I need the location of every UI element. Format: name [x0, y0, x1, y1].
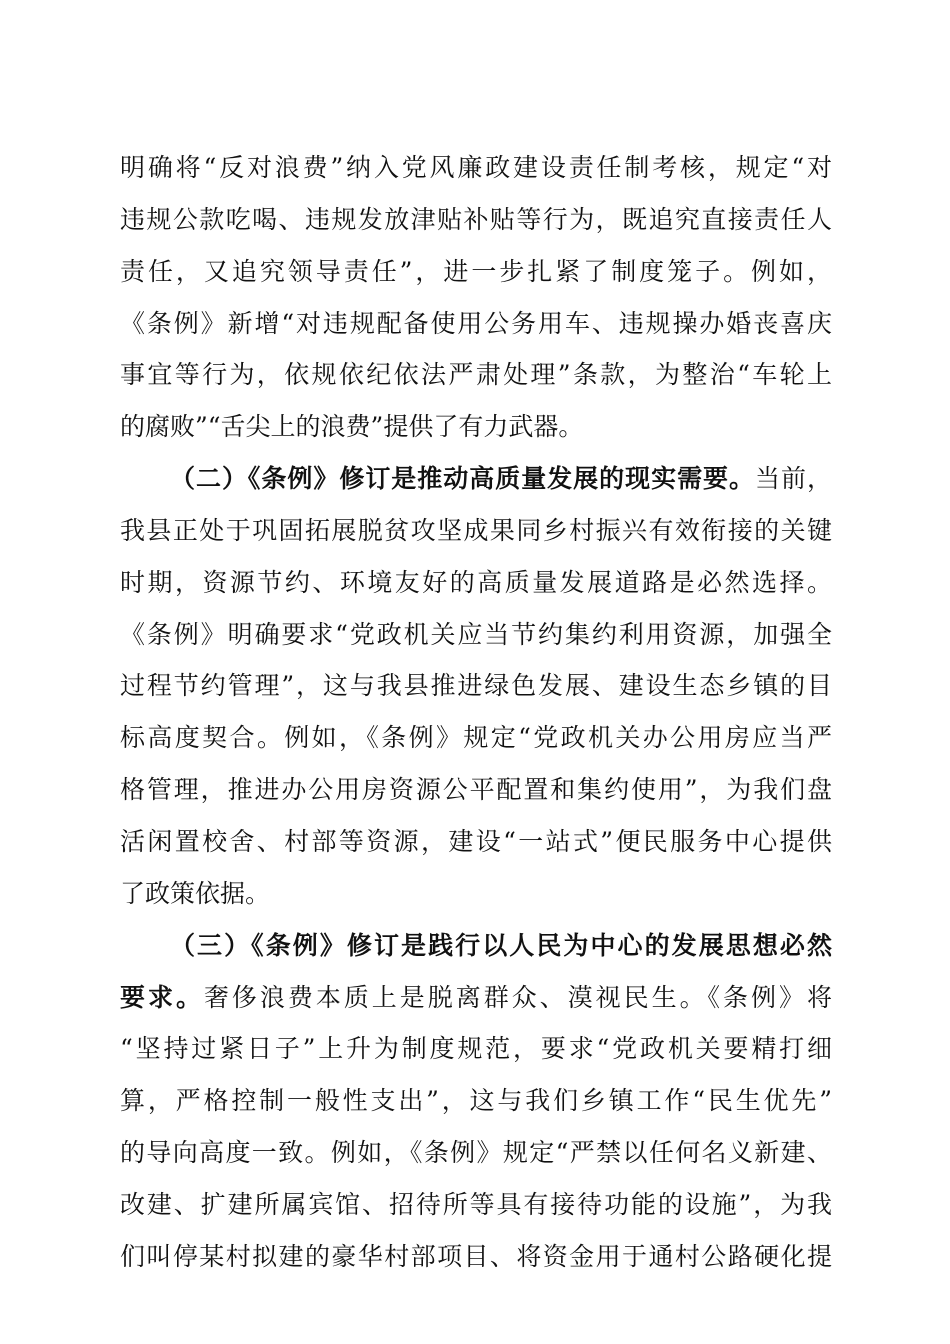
- document-body: [120, 142, 832, 1283]
- text-line: 了政策依据。: [120, 878, 271, 908]
- paragraph-3-second-line: [120, 972, 832, 1024]
- text-line: 的腐败”“舌尖上的浪费”提供了有力武器。: [120, 412, 584, 442]
- text-line: 活闲置校舍、村部等资源，建设“一站式”便民服务中心提供: [120, 826, 832, 856]
- text-line: 《条例》明确要求“党政机关应当节约集约利用资源，加强全: [120, 619, 832, 649]
- text-span: 奢侈浪费本质上是脱离群众、漠视民生。《条例》将: [203, 982, 832, 1012]
- text-line: 责任，又追究领导责任”，进一步扎紧了制度笼子。例如，: [120, 256, 832, 286]
- text-line: 们叫停某村拟建的豪华村部项目、将资金用于通村公路硬化提: [120, 1241, 832, 1271]
- section-heading-3-end: 要求。: [120, 982, 204, 1012]
- paragraph-3: [120, 920, 832, 1283]
- text-line: 时期，资源节约、环境友好的高质量发展道路是必然选择。: [120, 567, 832, 597]
- text-line: 明确将“反对浪费”纳入党风廉政建设责任制考核，规定“对: [120, 153, 832, 182]
- paragraph-2: [120, 453, 832, 920]
- text-line: 事宜等行为，依规依纪依法严肃处理”条款，为整治“车轮上: [120, 360, 832, 390]
- text-line: 的导向高度一致。例如，《条例》规定“严禁以任何名义新建、: [120, 1138, 832, 1168]
- text-line: 算，严格控制一般性支出”，这与我们乡镇工作“民生优先”: [120, 1086, 832, 1116]
- section-heading-2: （二）《条例》修订是推动高质量发展的现实需要。: [170, 464, 756, 494]
- paragraph-1: [120, 142, 832, 453]
- text-line: 改建、扩建所属宾馆、招待所等具有接待功能的设施”，为我: [120, 1189, 832, 1219]
- text-span: 当前，: [755, 464, 832, 494]
- text-line: 违规公款吃喝、违规发放津贴补贴等行为，既追究直接责任人: [120, 204, 832, 234]
- text-line: 格管理，推进办公用房资源公平配置和集约使用”，为我们盘: [120, 775, 832, 805]
- text-line: 过程节约管理”，这与我县推进绿色发展、建设生态乡镇的目: [120, 671, 832, 701]
- text-line: 我县正处于巩固拓展脱贫攻坚成果同乡村振兴有效衔接的关键: [120, 515, 832, 545]
- text-line: “坚持过紧日子”上升为制度规范，要求“党政机关要精打细: [120, 1034, 832, 1064]
- text-line: 《条例》新增“对违规配备使用公务用车、违规操办婚丧喜庆: [120, 308, 832, 338]
- section-heading-3: （三）《条例》修订是践行以人民为中心的发展思想必然: [170, 930, 832, 960]
- text-line: 标高度契合。例如，《条例》规定“党政机关办公用房应当严: [120, 723, 832, 753]
- paragraph-2-first-line: [120, 453, 832, 505]
